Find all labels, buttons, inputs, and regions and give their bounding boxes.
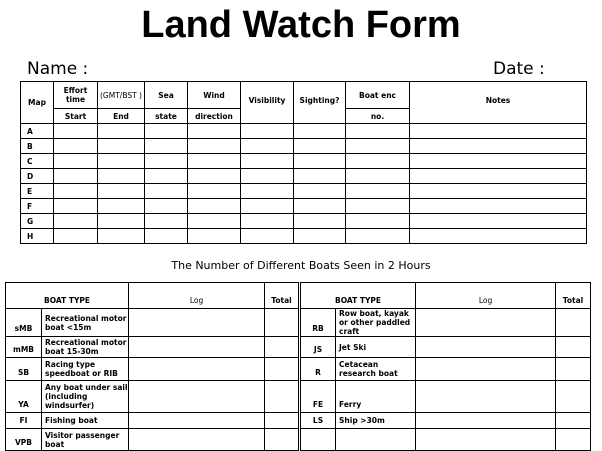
watch-cell[interactable] [145,229,188,244]
watch-cell[interactable] [188,229,241,244]
watch-cell[interactable] [241,214,294,229]
watch-row [21,199,587,214]
watch-cell[interactable] [98,184,145,199]
map-row-label: B [21,139,54,154]
watch-cell[interactable] [54,214,98,229]
boat-description: Recreational motor boat <15m [42,309,129,337]
watch-cell[interactable] [346,154,410,169]
watch-cell[interactable] [346,139,410,154]
boat-code: mMB [6,337,42,358]
watch-cell[interactable] [346,184,410,199]
boat-row [6,358,591,381]
watch-cell[interactable] [98,229,145,244]
header-boat-enc: Boat enc [346,82,410,109]
log-cell[interactable] [416,413,556,429]
watch-cell[interactable] [346,199,410,214]
watch-cell[interactable] [54,184,98,199]
watch-cell[interactable] [410,154,587,169]
watch-cell[interactable] [346,214,410,229]
watch-cell[interactable] [346,169,410,184]
name-label: Name : [27,59,89,79]
map-row-label: H [21,229,54,244]
header-total-left: Total [265,283,300,309]
watch-cell[interactable] [188,124,241,139]
watch-row [21,229,587,244]
header-boat-type-left: BOAT TYPE [6,283,129,309]
header-wind: Wind [188,82,241,109]
watch-cell[interactable] [98,169,145,184]
watch-cell[interactable] [54,199,98,214]
boat-description: Ship >30m [336,413,416,429]
watch-row [21,184,587,199]
boat-code: LS [300,413,336,429]
watch-cell[interactable] [410,139,587,154]
watch-cell[interactable] [145,154,188,169]
boats-subtitle: The Number of Different Boats Seen in 2 Hours [171,259,431,272]
header-no: no. [346,109,410,124]
boat-row [6,309,591,337]
total-cell[interactable] [265,309,300,337]
boat-description: Row boat, kayak or other paddled craft [336,309,416,337]
log-cell[interactable] [129,358,265,381]
boat-description: Recreational motor boat 15-30m [42,337,129,358]
header-state: state [145,109,188,124]
watch-cell[interactable] [241,169,294,184]
header-sea: Sea [145,82,188,109]
boat-description: Jet Ski [336,337,416,358]
header-log-right: Log [416,283,556,309]
watch-cell[interactable] [188,214,241,229]
watch-cell[interactable] [410,124,587,139]
log-cell[interactable] [129,413,265,429]
watch-cell[interactable] [294,139,346,154]
watch-cell[interactable] [54,169,98,184]
watch-cell[interactable] [145,169,188,184]
watch-cell[interactable] [294,124,346,139]
watch-cell[interactable] [188,154,241,169]
watch-cell[interactable] [188,184,241,199]
total-cell[interactable] [265,381,300,413]
header-notes: Notes [410,82,587,124]
boat-code: RB [300,309,336,337]
watch-cell[interactable] [294,199,346,214]
watch-cell[interactable] [145,124,188,139]
log-cell[interactable] [416,309,556,337]
log-cell[interactable] [416,358,556,381]
watch-cell[interactable] [241,184,294,199]
watch-cell[interactable] [98,139,145,154]
log-cell[interactable] [129,381,265,413]
watch-cell[interactable] [98,124,145,139]
map-row-label: G [21,214,54,229]
watch-row [21,124,587,139]
watch-cell[interactable] [410,184,587,199]
watch-cell[interactable] [98,154,145,169]
map-row-label: C [21,154,54,169]
boat-code: SB [6,358,42,381]
total-cell[interactable] [556,358,591,381]
watch-cell[interactable] [54,229,98,244]
map-row-label: E [21,184,54,199]
boat-description: Ferry [336,381,416,413]
header-effort-time: Effort time [54,82,98,109]
watch-cell[interactable] [346,229,410,244]
boat-description: Racing type speedboat or RIB [42,358,129,381]
boat-code: VPB [6,429,42,451]
watch-cell[interactable] [188,199,241,214]
boat-code: FE [300,381,336,413]
watch-cell[interactable] [241,199,294,214]
watch-table [20,81,587,244]
watch-cell[interactable] [241,229,294,244]
log-cell[interactable] [416,337,556,358]
boat-description: Visitor passenger boat [42,429,129,451]
watch-cell[interactable] [346,124,410,139]
boat-description [336,429,416,451]
header-visibility: Visibility [241,82,294,124]
boat-code: sMB [6,309,42,337]
watch-cell[interactable] [410,169,587,184]
header-log-left: Log [129,283,265,309]
watch-cell[interactable] [410,229,587,244]
log-cell[interactable] [129,309,265,337]
watch-row [21,154,587,169]
total-cell[interactable] [556,381,591,413]
log-cell[interactable] [129,429,265,451]
watch-cell[interactable] [98,199,145,214]
total-cell[interactable] [265,429,300,451]
date-label: Date : [493,59,545,79]
total-cell[interactable] [556,309,591,337]
total-cell[interactable] [556,429,591,451]
header-end: End [98,109,145,124]
header-start: Start [54,109,98,124]
watch-cell[interactable] [294,229,346,244]
map-row-label: A [21,124,54,139]
boat-description: Fishing boat [42,413,129,429]
header-total-right: Total [556,283,591,309]
watch-cell[interactable] [145,139,188,154]
boat-row [6,413,591,429]
boat-row [6,429,591,451]
watch-cell[interactable] [241,139,294,154]
total-cell[interactable] [556,413,591,429]
boat-row [6,381,591,413]
total-cell[interactable] [556,337,591,358]
watch-cell[interactable] [145,199,188,214]
header-sighting: Sighting? [294,82,346,124]
watch-cell[interactable] [145,184,188,199]
watch-cell[interactable] [54,139,98,154]
watch-cell[interactable] [241,124,294,139]
form-title: Land Watch Form [141,4,461,46]
total-cell[interactable] [265,337,300,358]
watch-row [21,139,587,154]
log-cell[interactable] [129,337,265,358]
boat-row [6,337,591,358]
boat-code: R [300,358,336,381]
watch-row [21,214,587,229]
boat-code [300,429,336,451]
total-cell[interactable] [265,413,300,429]
watch-cell[interactable] [54,154,98,169]
header-gmt-bst: (GMT/BST ) [98,82,145,109]
boat-code: YA [6,381,42,413]
header-direction: direction [188,109,241,124]
boat-description: Cetacean research boat [336,358,416,381]
watch-cell[interactable] [294,154,346,169]
watch-cell[interactable] [294,169,346,184]
watch-cell[interactable] [294,214,346,229]
watch-cell[interactable] [241,154,294,169]
header-boat-type-right: BOAT TYPE [300,283,416,309]
total-cell[interactable] [265,358,300,381]
watch-cell[interactable] [410,214,587,229]
log-cell[interactable] [416,429,556,451]
boats-table [5,282,591,451]
watch-cell[interactable] [145,214,188,229]
log-cell[interactable] [416,381,556,413]
watch-cell[interactable] [410,199,587,214]
boat-description: Any boat under sail (including windsurfer) [42,381,129,413]
map-row-label: D [21,169,54,184]
header-map: Map [21,82,54,124]
watch-row [21,169,587,184]
watch-cell[interactable] [54,124,98,139]
watch-cell[interactable] [294,184,346,199]
watch-cell[interactable] [98,214,145,229]
map-row-label: F [21,199,54,214]
boat-code: FI [6,413,42,429]
watch-cell[interactable] [188,169,241,184]
boat-code: JS [300,337,336,358]
watch-cell[interactable] [188,139,241,154]
